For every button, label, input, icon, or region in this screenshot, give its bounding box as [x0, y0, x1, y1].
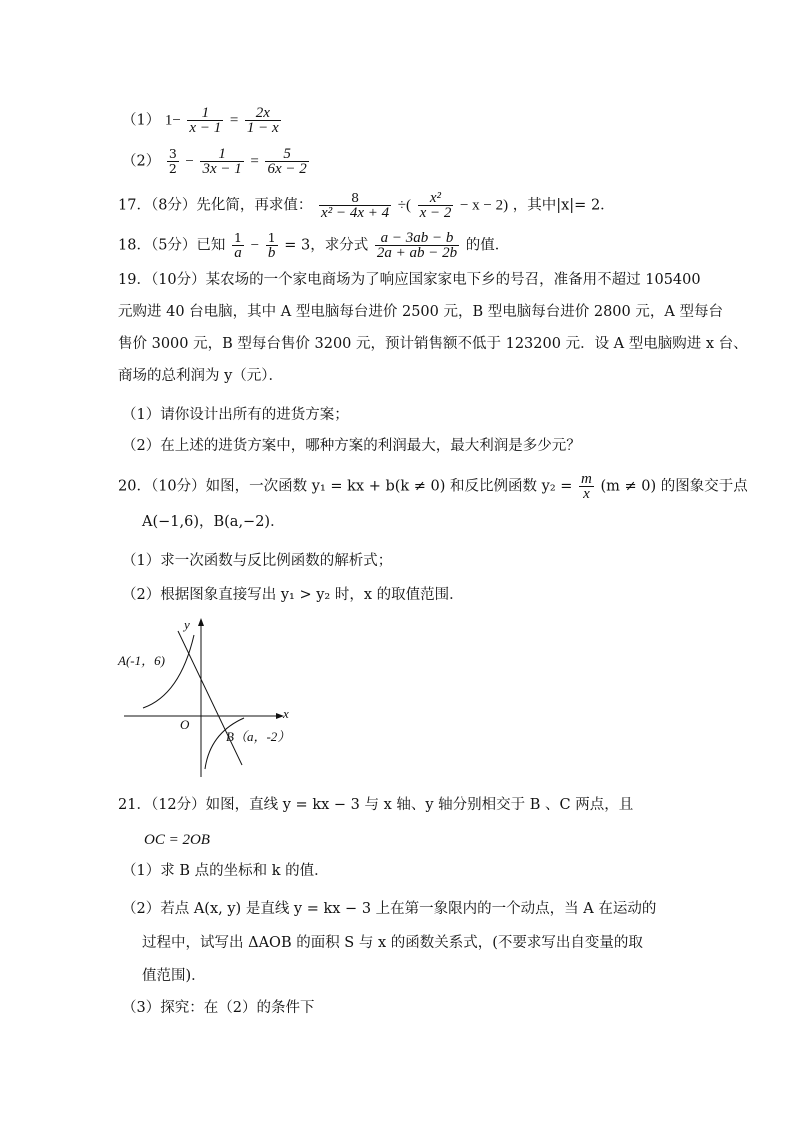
question-21-sub-2a: （2）若点 A(x, y) 是直线 y = kx − 3 上在第一象限内的一个动点，当 A 在运动的: [122, 901, 657, 917]
numerator: a − 3ab − b: [375, 231, 459, 246]
y-axis-arrow: [198, 618, 204, 626]
fraction: [245, 106, 281, 135]
question-18: [118, 231, 509, 260]
operator: =: [250, 153, 259, 170]
question-19-line-4: 商场的总利润为 y（元）．: [118, 368, 284, 384]
operator: −: [250, 237, 260, 254]
point-a-label: A(-1，6): [118, 653, 165, 668]
question-text: 17．（8分）先化简，再求值：: [118, 197, 313, 214]
problem-16-1: [122, 106, 283, 135]
item-label: （1）: [122, 112, 161, 129]
hyperbola-branch-left: [143, 635, 194, 708]
question-21-line-2: OC = 2OB: [144, 832, 210, 848]
question-text: 18．（5分）已知: [118, 237, 226, 254]
numerator: 3: [168, 146, 177, 161]
point-b-label: B（a，-2）: [226, 729, 291, 744]
question-19-line-3: 售价 3000 元，B 型每台售价 3200 元，预计销售额不低于 123200 元．设 A 型电脑购进 x 台、: [118, 336, 748, 352]
origin-label: O: [180, 717, 190, 732]
fraction: [319, 191, 391, 220]
fraction: [232, 231, 244, 260]
fraction: [167, 147, 179, 176]
problem-16-2: [122, 147, 311, 176]
question-20-line-2: A(−1,6)，B(a,−2)．: [142, 514, 285, 530]
item-label: （2）: [122, 153, 161, 170]
fraction: [265, 147, 308, 176]
linear-function-line: [178, 631, 242, 765]
operator: −: [172, 112, 181, 129]
fraction: [187, 106, 223, 135]
denominator: 2a + ab − 2b: [376, 245, 458, 261]
numerator: 1: [267, 230, 276, 245]
x-axis-label: x: [283, 706, 289, 721]
denominator: b: [267, 245, 276, 261]
question-20-line-1: [118, 472, 748, 501]
numerator: 1: [200, 147, 243, 162]
question-19-line-2: 元购进 40 台电脑，其中 A 型电脑每台进价 2500 元，B 型电脑每台进价 2800 元，A 型每台: [118, 304, 723, 320]
question-19-sub-1: （1）请你设计出所有的进货方案；: [122, 407, 349, 423]
denominator: 3x − 1: [202, 161, 242, 177]
numerator: x²: [418, 191, 454, 206]
denominator: x: [583, 486, 590, 502]
fraction: [579, 472, 594, 501]
numerator: 2x: [245, 106, 281, 121]
question-text: (m ≠ 0) 的图象交于点: [600, 478, 748, 495]
question-20-sub-2: （2）根据图象直接写出 y₁ > y₂ 时，x 的取值范围．: [122, 587, 464, 603]
question-21-sub-3: （3）探究：在（2）的条件下: [122, 1000, 315, 1016]
question-text: 的值．: [465, 237, 510, 254]
question-21-sub-1: （1）求 B 点的坐标和 k 的值．: [122, 863, 329, 879]
fraction: [418, 191, 454, 220]
function-graph: [110, 615, 330, 780]
y-axis-label: y: [184, 617, 190, 632]
question-20-sub-1: （1）求一次函数与反比例函数的解析式；: [122, 553, 393, 569]
fraction: [200, 147, 243, 176]
question-21-sub-2c: 值范围)．: [142, 968, 206, 984]
denominator: x − 2: [419, 205, 452, 221]
denominator: 2: [168, 161, 177, 176]
numerator: 1: [234, 230, 242, 245]
numerator: 1: [187, 106, 223, 121]
term: 1: [164, 112, 173, 129]
denominator: 6x − 2: [267, 161, 307, 177]
numerator: m: [581, 471, 592, 487]
expression: − x − 2): [459, 197, 509, 214]
denominator: a: [234, 245, 242, 261]
numerator: 8: [319, 191, 391, 206]
question-19-line-1: 19．（10分）某农场的一个家电商场为了响应国家家电下乡的号召，准备用不超过 105400: [118, 272, 701, 288]
operator: ÷(: [397, 197, 411, 214]
question-text: 20．（10分）如图，一次函数 y₁ = kx + b(k ≠ 0) 和反比例函数 y₂ =: [118, 478, 573, 495]
question-text: = 3，求分式: [284, 237, 369, 254]
denominator: x² − 4x + 4: [321, 205, 390, 221]
operator: =: [229, 112, 239, 129]
fraction: [266, 231, 278, 260]
operator: −: [185, 153, 194, 170]
numerator: 5: [265, 147, 308, 162]
condition-text: ，其中|x|= 2．: [512, 197, 615, 214]
denominator: x − 1: [189, 120, 222, 136]
question-21-sub-2b: 过程中，试写出 ΔAOB 的面积 S 与 x 的函数关系式，(不要求写出自变量的取: [142, 935, 643, 951]
denominator: 1 − x: [246, 120, 279, 136]
question-19-sub-2: （2）在上述的进货方案中，哪种方案的利润最大，最大利润是多少元？: [122, 438, 581, 454]
question-17: [118, 191, 615, 220]
fraction: [375, 231, 459, 260]
question-21-line-1: 21．（12分）如图，直线 y = kx − 3 与 x 轴、y 轴分别相交于 B 、C 两点，且: [118, 797, 634, 813]
